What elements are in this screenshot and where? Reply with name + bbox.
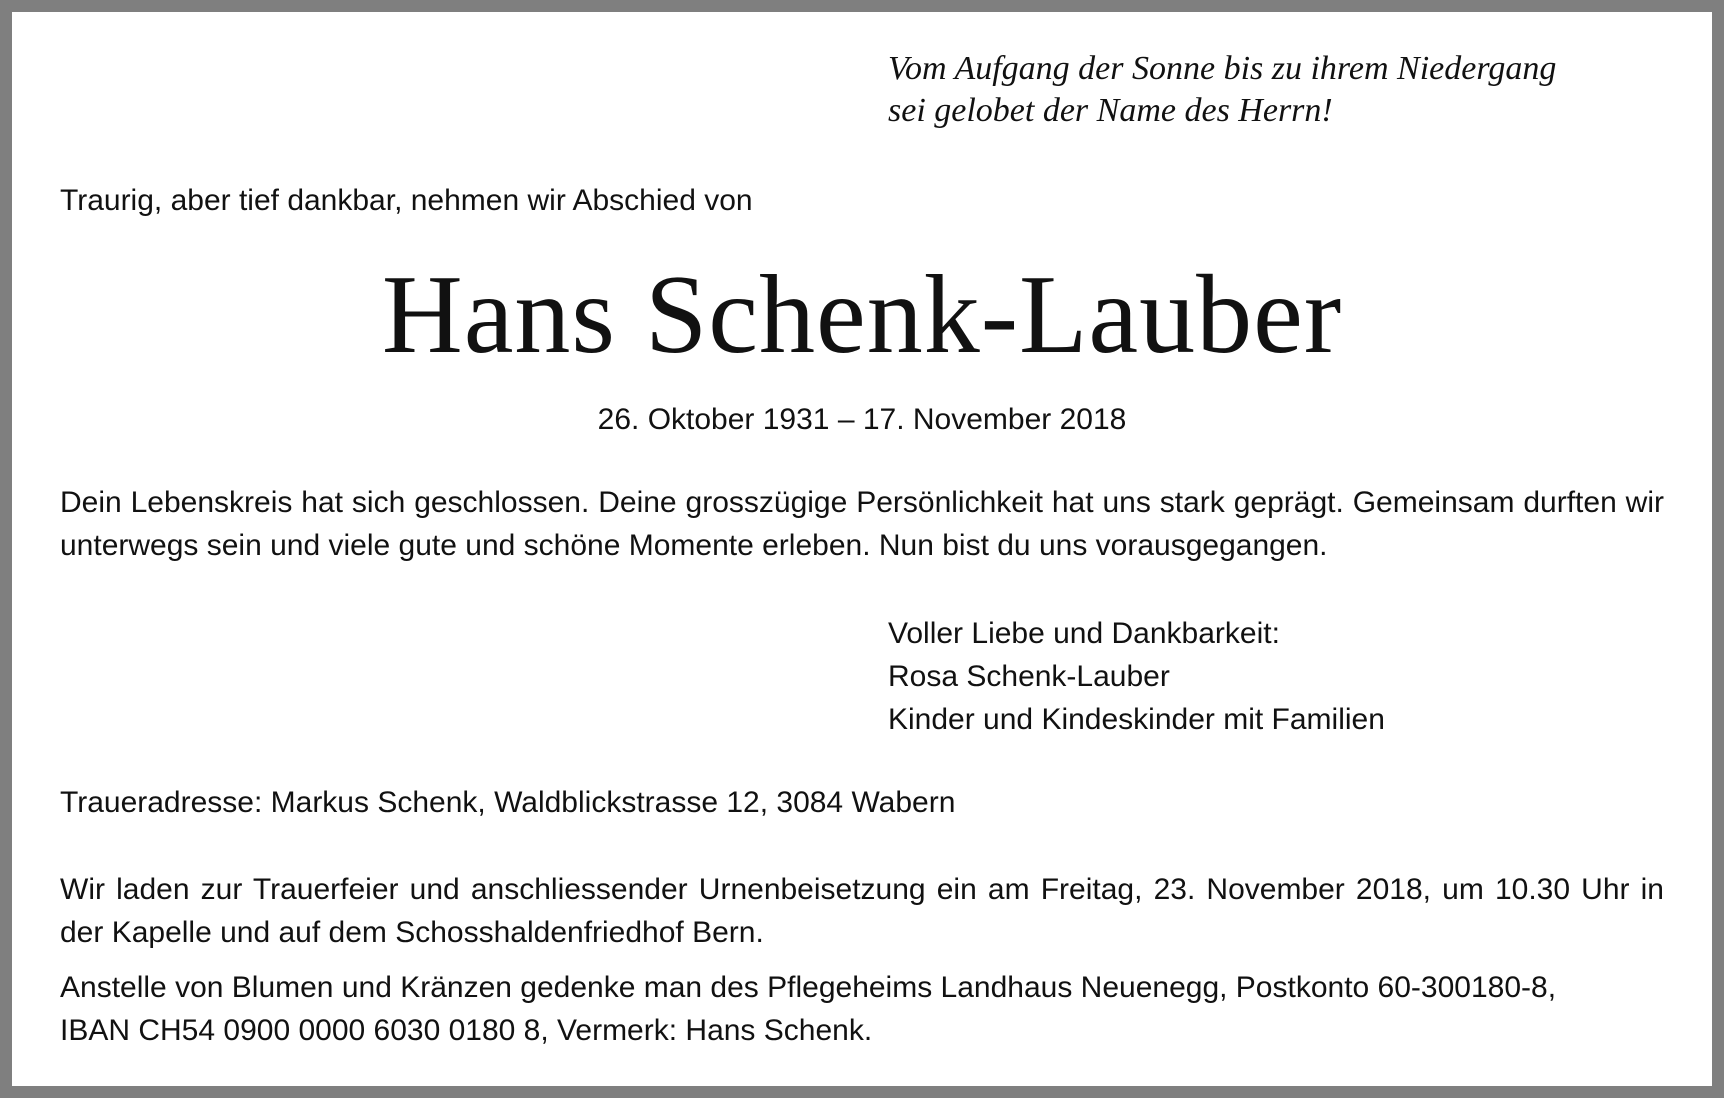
donation-line-1: Anstelle von Blumen und Kränzen gedenke man des Pflegeheims Landhaus Neuenegg, Postkonto 60-300180-8, [60, 971, 1557, 1004]
bible-verse-line-1: Vom Aufgang der Sonne bis zu ihrem Niedergang [888, 50, 1557, 87]
funeral-invitation: Wir laden zur Trauerfeier und anschliessender Urnenbeisetzung ein am Freitag, 23. November 2018, um 10.30 Uhr in der Kapelle und auf dem Schosshaldenfriedhof Bern. [60, 873, 1664, 949]
obituary-notice [12, 12, 1712, 1086]
deceased-name: Hans Schenk-Lauber [381, 253, 1343, 377]
signoff-line-1: Voller Liebe und Dankbarkeit: [888, 617, 1280, 650]
bible-verse [888, 48, 1556, 132]
life-dates: 26. Oktober 1931 – 17. November 2018 [597, 403, 1127, 436]
bible-verse-line-2: sei gelobet der Name des Herrn! [888, 92, 1333, 129]
tribute-text: Dein Lebenskreis hat sich geschlossen. Deine grosszügige Persönlichkeit hat uns stark geprägt. Gemeinsam durften wir unterwegs sein und viele gute und schöne Momente erleben. Nun bist du uns vorausgegangen. [60, 486, 1664, 562]
family-signoff [888, 612, 1385, 741]
donation-line-2: IBAN CH54 0900 0000 6030 0180 8, Vermerk: Hans Schenk. [60, 1014, 873, 1047]
donation-notice [60, 966, 1664, 1052]
mourning-address: Traueradresse: Markus Schenk, Waldblickstrasse 12, 3084 Wabern [60, 786, 956, 819]
signoff-line-2: Rosa Schenk-Lauber [888, 660, 1170, 693]
intro-text: Traurig, aber tief dankbar, nehmen wir Abschied von [60, 184, 753, 217]
signoff-line-3: Kinder und Kindeskinder mit Familien [888, 703, 1385, 736]
